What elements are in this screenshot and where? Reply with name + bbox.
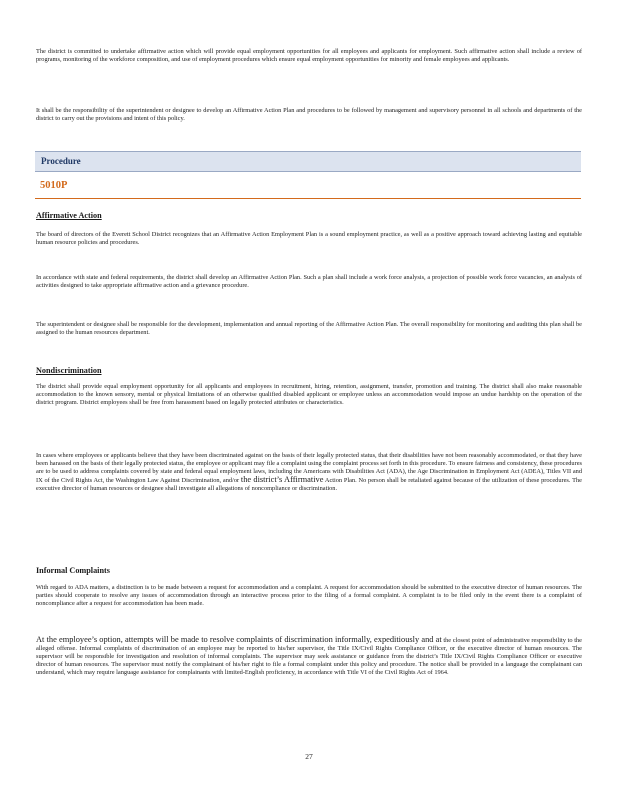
intro-paragraph-1: The district is committed to undertake affirmative action which will provide equal employment opportunities for all employees and applicants for employment. Such affirmative action shall include a review of programs, monitoring of the workforce composition, and use of employment procedures which ensure equal employment opportunities for minority and female employees and applicants. [36,48,582,64]
nondiscrimination-paragraph-1: The district shall provide equal employment opportunity for all applicants and employees in recruitment, hiring, retention, assignment, transfer, promotion and training. The district shall also make reasonable accommodation to the known sensory, mental or physical limitations of an otherwise qualified disabled applicant or employee unless an accommodation would impose an undue hardship on the operation of the district program. District employees shall be free from harassment based on legally protected attributes or characteristics. [36,383,582,407]
nondiscrimination-text-emphasis: the district’s Affirmative [240,475,324,485]
nondiscrimination-text-b: Action Plan. No person shall be retaliated against because of the utilization of these procedures. The executive director of human resources or designee shall investigate all allegations of noncompliance or discrimination. [36,477,582,493]
procedure-divider [35,198,581,199]
nondiscrimination-heading: Nondiscrimination [36,366,102,375]
informal-text-rest: the closest point of administrative responsibility to the alleged offense. Informal complaints of discrimination of an employee may be reported to his/her supervisor, the Title IX/Civil Rights Compliance Officer, or the executive director of human resources. The supervisor will be responsible for investigation and resolution of informal complaints. The supervisor may seek assistance or guidance from the district’s Title IX/Civil Rights Compliance Officer or executive director of human resources. The supervisor must notify the complainant of his/her right to file a formal complaint under this policy and procedure. The notice shall be provided in a language the complainant can understand, which may require language assistance for complainants with limited-English proficiency, in accordance with Title VI of the Civil Rights Act of 1964. [36,637,582,677]
intro-paragraph-2: It shall be the responsibility of the superintendent or designee to develop an Affirmative Action Plan and procedures to be followed by management and supervisory personnel in all schools and departments of the district to carry out the provisions and intent of this policy. [36,107,582,123]
informal-paragraph-1: With regard to ADA matters, a distinction is to be made between a request for accommodation and a complaint. A request for accommodation should be submitted to the executive director of human resources. The parties should cooperate to resolve any issues of accommodation through an interactive process prior to the filing of a formal complaint. A complaint is to be filed only in the event there is a complaint of noncompliance after a request for accommodation has been made. [36,584,582,608]
procedure-header-bar [35,151,581,172]
procedure-label: Procedure [41,156,81,166]
affirmative-paragraph-3: The superintendent or designee shall be responsible for the development, implementation and annual reporting of the Affirmative Action Plan. The overall responsibility for monitoring and auditing this plan shall be assigned to the human resources department. [36,321,582,337]
informal-text-emphasis: At the employee’s option, attempts will be made to resolve complaints of discrimination informally, expeditiously and at [36,635,442,644]
page-number: 27 [305,752,313,761]
nondiscrimination-text-a: In cases where employees or applicants believe that they have been discriminated against on the basis of their legally protected status, that their disabilities have not been reasonably accommodated, or that they have been harassed on the basis of their legally protected status, the employee or applicant may file a complaint using the complaint process set forth in this procedure. To ensure fairness and consistency, these procedures are to be used to address complaints covered by state and federal equal employment laws, including the Americans with Disabilities Act (ADA), the Age Discrimination in Employment Act (ADEA), Titles VII and IX of the Civil Rights Act, the Washington Law Against Discrimination, and/or [36,452,582,485]
affirmative-paragraph-2: In accordance with state and federal requirements, the district shall develop an Affirmative Action Plan. Such a plan shall include a work force analysis, a projection of possible work force vacancies, an analysis of activities designed to take appropriate affirmative action and a grievance procedure. [36,274,582,290]
informal-complaints-heading: Informal Complaints [36,566,110,575]
informal-paragraph-2 [36,636,582,677]
affirmative-paragraph-1: The board of directors of the Everett School District recognizes that an Affirmative Action Employment Plan is a sound employment practice, as well as a positive approach toward achieving lasting and equitable human resource policies and procedures. [36,231,582,247]
procedure-code: 5010P [40,180,68,191]
affirmative-action-heading: Affirmative Action [36,211,102,220]
nondiscrimination-paragraph-2 [36,452,582,493]
